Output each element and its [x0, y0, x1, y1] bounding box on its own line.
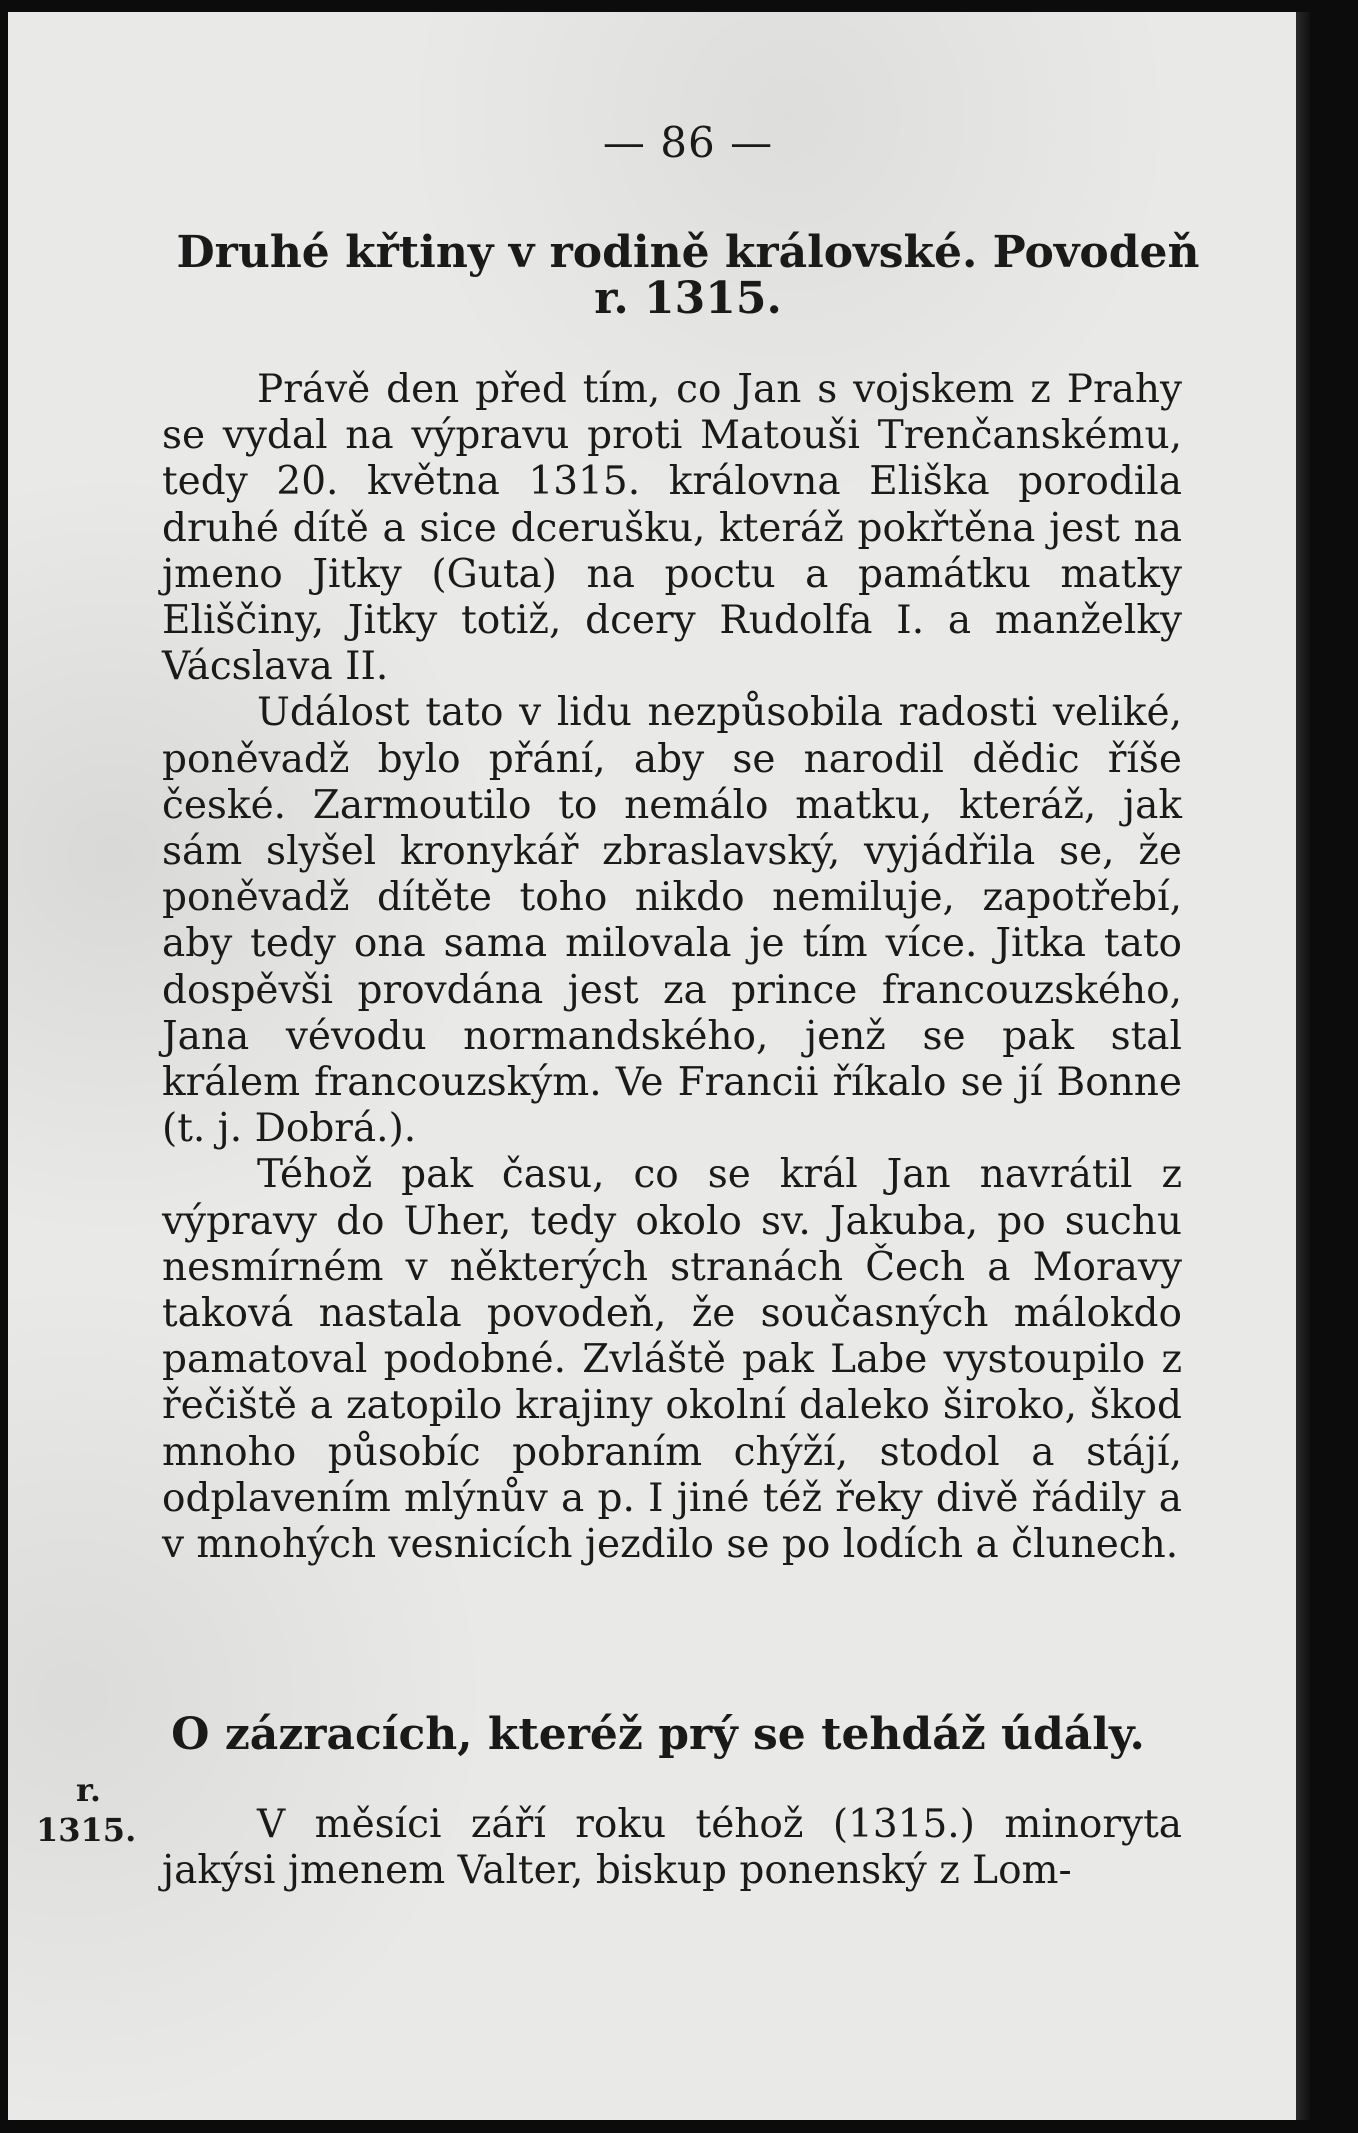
paragraph: V měsíci září roku téhož (1315.) minoryta jakýsi jmenem Valter, biskup ponenský z Lom-	[162, 1802, 1182, 1894]
book-page	[8, 12, 1310, 2120]
margin-note-line: 1315.	[36, 1811, 137, 1849]
paragraph: Téhož pak času, co se král Jan navrátil z výpravy do Uher, tedy okolo sv. Jakuba, po suchu nesmírném v některých stranách Čech a Moravy taková nastala povodeň, že současných málokdo pamatoval podobné. Zvláště pak Labe vystoupilo z řečiště a zatopilo krajiny okolní daleko široko, škod mnoho působíc pobraním chýží, stodol a stájí, odplavením mlýnův a p. I jiné též řeky divě řádily a v mnohých vesnicích jezdilo se po lodích a člunech.	[162, 1152, 1182, 1568]
margin-year-note	[36, 1770, 146, 1850]
section-heading-miracles: O zázracích, kteréž prý se tehdáž údály.	[171, 1709, 1145, 1760]
paragraph: Právě den před tím, co Jan s vojskem z Prahy se vydal na výpravu proti Matouši Trenčanskému, tedy 20. května 1315. královna Eliška porodila druhé dítě a sice dcerušku, kteráž pokřtěna jest na jmeno Jitky (Guta) na poctu a památku matky Eliščiny, Jitky totiž, dcery Rudolfa I. a manželky Vácslava II.	[162, 367, 1182, 690]
page-number: — 86 —	[602, 118, 774, 167]
paragraph: Událost tato v lidu nezpůsobila radosti veliké, poněvadž bylo přání, aby se narodil dědic říše české. Zarmoutilo to nemálo matku, kteráž, jak sám slyšel kronykář zbraslavský, vyjádřila se, že poněvadž dítěte toho nikdo nemiluje, zapotřebí, aby tedy ona sama milovala je tím více. Jitka tato dospěvši provdána jest za prince francouzského, Jana vévodu normandského, jenž se pak stal králem francouzským. Ve Francii říkalo se jí Bonne (t. j. Dobrá.).	[162, 690, 1182, 1152]
margin-note-line: r.	[76, 1771, 102, 1809]
section-body-miracles	[162, 1802, 1182, 1894]
page-edge	[1296, 12, 1310, 2120]
section-body-christening	[162, 367, 1182, 1568]
section-heading-christening: Druhé křtiny v rodině královské. Povodeň r. 1315.	[176, 227, 1200, 324]
